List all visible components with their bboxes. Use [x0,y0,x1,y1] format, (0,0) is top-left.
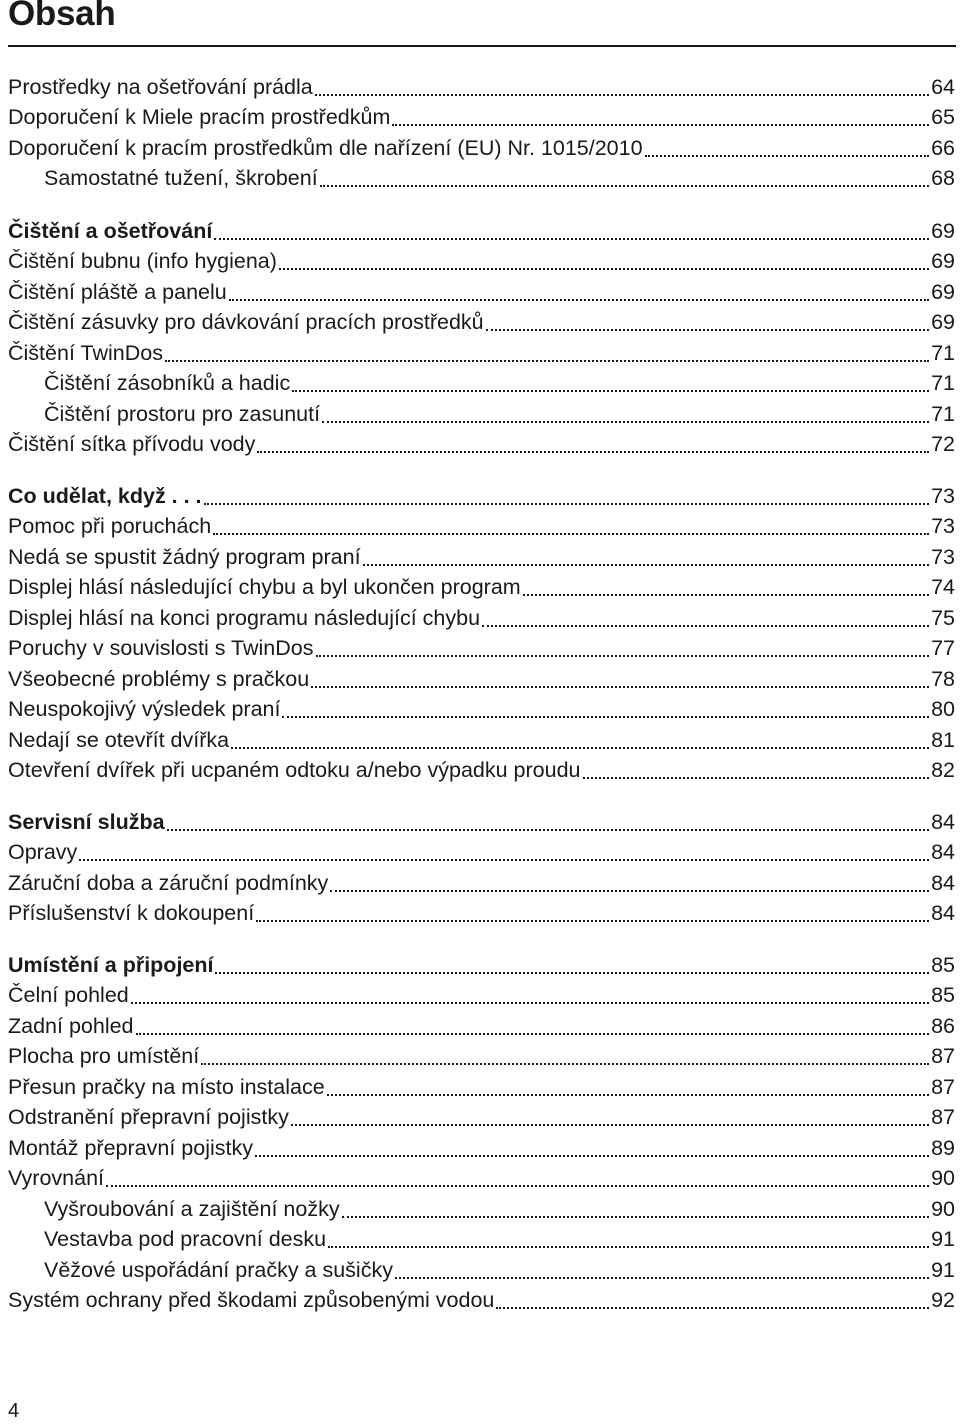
toc-entry[interactable] [8,512,955,540]
dot-leader [342,1216,929,1218]
toc-entry-label: Doporučení k pracím prostředkům dle nařízení (EU) Nr. 1015/2010 [8,136,643,160]
dot-leader [583,777,930,779]
toc-entry[interactable] [8,134,955,162]
toc-entry-label: Čelní pohled [8,983,129,1007]
toc-entry-page: 71 [931,402,955,426]
dot-leader [363,564,930,566]
toc-entry-page: 91 [931,1227,955,1251]
toc-entry-page: 73 [931,514,955,538]
dot-leader [496,1307,929,1309]
toc-entry[interactable] [8,899,955,927]
toc-entry[interactable] [8,808,955,836]
dot-leader [327,1094,929,1096]
toc-entry[interactable] [8,73,955,101]
toc-entry[interactable] [8,1164,955,1192]
toc-entry[interactable] [44,1195,955,1223]
dot-leader [256,920,929,922]
toc-entry[interactable] [8,951,955,979]
toc-entry[interactable] [8,665,955,693]
dot-leader [231,747,929,749]
toc-entry-page: 92 [931,1288,955,1312]
toc-entry[interactable] [44,400,955,428]
toc-entry-label: Montáž přepravní pojistky [8,1136,253,1160]
toc-entry-label: Odstranění přepravní pojistky [8,1105,289,1129]
dot-leader [328,1246,929,1248]
toc-entry-label: Prostředky na ošetřování prádla [8,75,313,99]
toc-entry[interactable] [44,1256,955,1284]
dot-leader [322,421,929,423]
toc-entry-label: Čištění prostoru pro zasunutí [44,402,321,426]
toc-entry-page: 85 [931,953,955,977]
dot-leader [291,1124,929,1126]
toc-entry-label: Samostatné tužení, škrobení [44,166,318,190]
dot-leader [229,299,929,301]
toc-entry-label: Plocha pro umístění [8,1044,200,1068]
toc-entry[interactable] [8,756,955,784]
toc-entry[interactable] [8,278,955,306]
toc-entry[interactable] [8,103,955,131]
toc-entry-page: 73 [931,484,955,508]
toc-entry-label: Čištění pláště a panelu [8,280,227,304]
toc-entry[interactable] [8,1073,955,1101]
toc-entry-page: 90 [931,1166,955,1190]
toc-entry-label: Čištění bubnu (info hygiena) [8,249,277,273]
toc-entry-page: 69 [931,219,955,243]
toc-entry-page: 81 [931,728,955,752]
toc-entry-page: 68 [931,166,955,190]
toc-entry[interactable] [8,543,955,571]
toc-entry-page: 66 [931,136,955,160]
toc-entry-label: Vestavba pod pracovní desku [44,1227,327,1251]
toc-entry-label: Opravy [8,840,78,864]
dot-leader [204,503,930,505]
toc-entry-page: 84 [931,871,955,895]
toc-entry-label: Pomoc při poruchách [8,514,212,538]
toc-entry-label: Čištění zásuvky pro dávkování pracích prostředků [8,310,484,334]
toc-entry[interactable] [44,1225,955,1253]
dot-leader [292,390,929,392]
toc-entry-page: 87 [931,1044,955,1068]
toc-entry-page: 74 [931,575,955,599]
toc-entry-page: 87 [931,1105,955,1129]
toc-entry[interactable] [44,369,955,397]
toc-entry-page: 77 [931,636,955,660]
dot-leader [201,1063,929,1065]
dot-leader [215,972,929,974]
toc-entry[interactable] [44,164,955,192]
toc-entry-page: 85 [931,983,955,1007]
dot-leader [523,594,929,596]
toc-entry-page: 90 [931,1197,955,1221]
toc-entry[interactable] [8,695,955,723]
dot-leader [315,94,929,96]
toc-entry-page: 87 [931,1075,955,1099]
toc-entry-label: Displej hlásí následující chybu a byl ukončen program [8,575,521,599]
dot-leader [214,238,929,240]
toc-entry[interactable] [8,869,955,897]
toc-entry-page: 89 [931,1136,955,1160]
toc-entry[interactable] [8,634,955,662]
toc-entry[interactable] [8,308,955,336]
toc-entry-page: 80 [931,697,955,721]
dot-leader [392,124,929,126]
dot-leader [486,329,929,331]
title-divider [8,45,956,47]
toc-entry-label: Systém ochrany před škodami způsobenými vodou [8,1288,495,1312]
toc-entry-page: 71 [931,371,955,395]
toc-entry-label: Čištění zásobníků a hadic [44,371,291,395]
toc-entry[interactable] [8,981,955,1009]
dot-leader [482,625,929,627]
page-title: Obsah [8,0,116,33]
page-number: 4 [8,1400,20,1422]
toc-entry-page: 69 [931,310,955,334]
toc-entry[interactable] [8,1103,955,1131]
toc-entry[interactable] [8,1134,955,1162]
toc-entry-page: 78 [931,667,955,691]
toc-entry-page: 69 [931,249,955,273]
toc-entry[interactable] [8,726,955,754]
toc-entry-page: 86 [931,1014,955,1038]
toc-entry-page: 73 [931,545,955,569]
toc-entry-label: Displej hlásí na konci programu následující chybu [8,606,481,630]
dot-leader [330,890,929,892]
toc-entry-page: 71 [931,341,955,365]
toc-entry-page: 65 [931,105,955,129]
toc-entry[interactable] [8,482,955,510]
dot-leader [645,155,930,157]
toc-entry-page: 84 [931,840,955,864]
toc-entry-label: Zadní pohled [8,1014,134,1038]
toc-entry[interactable] [8,838,955,866]
toc-entry[interactable] [8,1012,955,1040]
toc-entry-label: Neuspokojivý výsledek praní [8,697,281,721]
toc-entry-label: Vyšroubování a zajištění nožky [44,1197,340,1221]
toc-entry[interactable] [8,339,955,367]
toc-entry-label: Čištění a ošetřování [8,219,213,243]
dot-leader [316,655,930,657]
dot-leader [311,686,929,688]
dot-leader [131,1002,929,1004]
toc-entry[interactable] [8,1286,955,1314]
toc-entry[interactable] [8,217,955,245]
dot-leader [167,829,930,831]
toc-entry-label: Nedají se otevřít dvířka [8,728,230,752]
dot-leader [213,533,929,535]
toc-entry-label: Servisní služba [8,810,165,834]
dot-leader [106,1185,929,1187]
toc-entry-label: Záruční doba a záruční podmínky [8,871,329,895]
toc-entry-page: 64 [931,75,955,99]
toc-entry[interactable] [8,430,955,458]
dot-leader [255,1155,929,1157]
dot-leader [165,360,929,362]
toc-entry-label: Nedá se spustit žádný program praní [8,545,361,569]
toc-entry-page: 75 [931,606,955,630]
toc-entry-label: Otevření dvířek při ucpaném odtoku a/nebo výpadku proudu [8,758,581,782]
toc-entry-page: 69 [931,280,955,304]
toc-entry[interactable] [8,1042,955,1070]
toc-entry-label: Věžové uspořádání pračky a sušičky [44,1258,393,1282]
toc-entry-page: 84 [931,901,955,925]
toc-entry-label: Doporučení k Miele pracím prostředkům [8,105,391,129]
toc-entry-label: Čištění sítka přívodu vody [8,432,256,456]
toc-entry-label: Vyrovnání [8,1166,105,1190]
toc-entry-label: Všeobecné problémy s pračkou [8,667,310,691]
toc-entry-label: Přesun pračky na místo instalace [8,1075,325,1099]
dot-leader [395,1277,929,1279]
dot-leader [320,185,929,187]
toc-entry-label: Čištění TwinDos [8,341,163,365]
toc-entry-label: Poruchy v souvislosti s TwinDos [8,636,314,660]
toc-entry[interactable] [8,604,955,632]
toc-entry-page: 84 [931,810,955,834]
dot-leader [279,268,929,270]
dot-leader [79,859,929,861]
toc-entry-page: 82 [931,758,955,782]
toc-entry-page: 72 [931,432,955,456]
toc-entry[interactable] [8,573,955,601]
toc-entry-label: Co udělat, když . . . [8,484,202,508]
toc-entry-page: 91 [931,1258,955,1282]
dot-leader [136,1033,930,1035]
dot-leader [282,716,929,718]
toc-entry[interactable] [8,247,955,275]
dot-leader [257,451,929,453]
toc-entry-label: Umístění a připojení [8,953,214,977]
toc-entry-label: Příslušenství k dokoupení [8,901,255,925]
